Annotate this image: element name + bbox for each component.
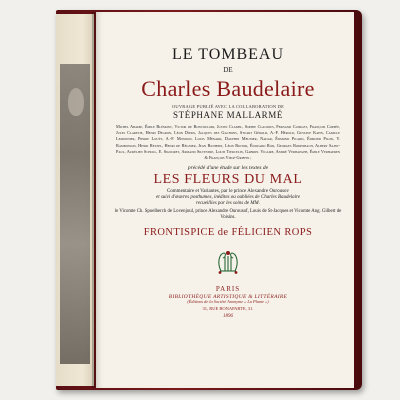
frontispiece-page [56,14,94,386]
vicomtes-line: le Vicomte Ch. Spoelberch de Lovenjoul, prince Alexandre Ourousof, Louis de St-Jacques et Vicomte Ang. Gilbert de Voisins. [114,209,342,220]
frontispiece-portrait [60,64,90,364]
city: PARIS [215,284,241,293]
lyre-ornament-icon [214,249,242,275]
suivi-line: et suivi d'œuvres posthumes, inédites ou oubliées de Charles Baudelaire [155,194,300,200]
title-page [96,12,354,388]
year: 1896 [223,314,233,320]
commentaire-line: Commentaire et Variantes, par le prince Alexandre Ourousov [166,189,290,195]
precede-line: précédé d'une étude sur les textes de [187,164,269,171]
ouvrage-line: OUVRAGE PUBLIÉ AVEC LA COLLABORATION DE [171,103,285,109]
publisher: BIBLIOTHÈQUE ARTISTIQUE & LITTÉRAIRE [168,293,288,300]
publisher-note: (Éditions de la Société Anonyme « La Plume ») [187,298,269,304]
fleurs-title: LES FLEURS DU MAL [153,172,303,188]
title-line-1: LE TOMBEAU [171,46,285,63]
contributors-list: Michel Abadie, Émile Blémont, Victor de Bonvouloir, Justin Clamel, Sophie Claudius, Fernand Clerget, François Coppée, Jules Claretie, Henri Degron, Léon Dierx, Jacques des Gachons, Stuart Gérold, A.-F. Hérold, Gustave Kahn, Camille Lemonnier, Pierre Louÿs, A.-F. Mossion, Louis Ménard, Dauphin Meunier, Nadar, Édmond Picard, Édmond Pilon, Y. Rambosson, Henri Retzel, Henri de Régnier, Jean Richepin, Léon Riotor, Édouard Rod, Georges Rodenbach, Albert Saint-Paul, Aurélien Scholl, E. Signoret, Armand Silvestre, Louis Tiercelin, Gabriel Vicaire, André Verhaeghe, Émile Verhaeren & François Vielé-Griffin ; [116,124,340,160]
title-page-text [112,46,344,320]
address: 31, RUE BONAPARTE, 31. [202,305,254,311]
frontispice-line: FRONTISPICE de FÉLICIEN ROPS [143,226,313,238]
recueillies-line: recueillies par les soins de MM. [196,200,260,206]
title-de: DE [223,66,233,75]
title-name: Charles Baudelaire [141,76,315,102]
collaborator-name: STÉPHANE MALLARMÉ [173,109,283,120]
